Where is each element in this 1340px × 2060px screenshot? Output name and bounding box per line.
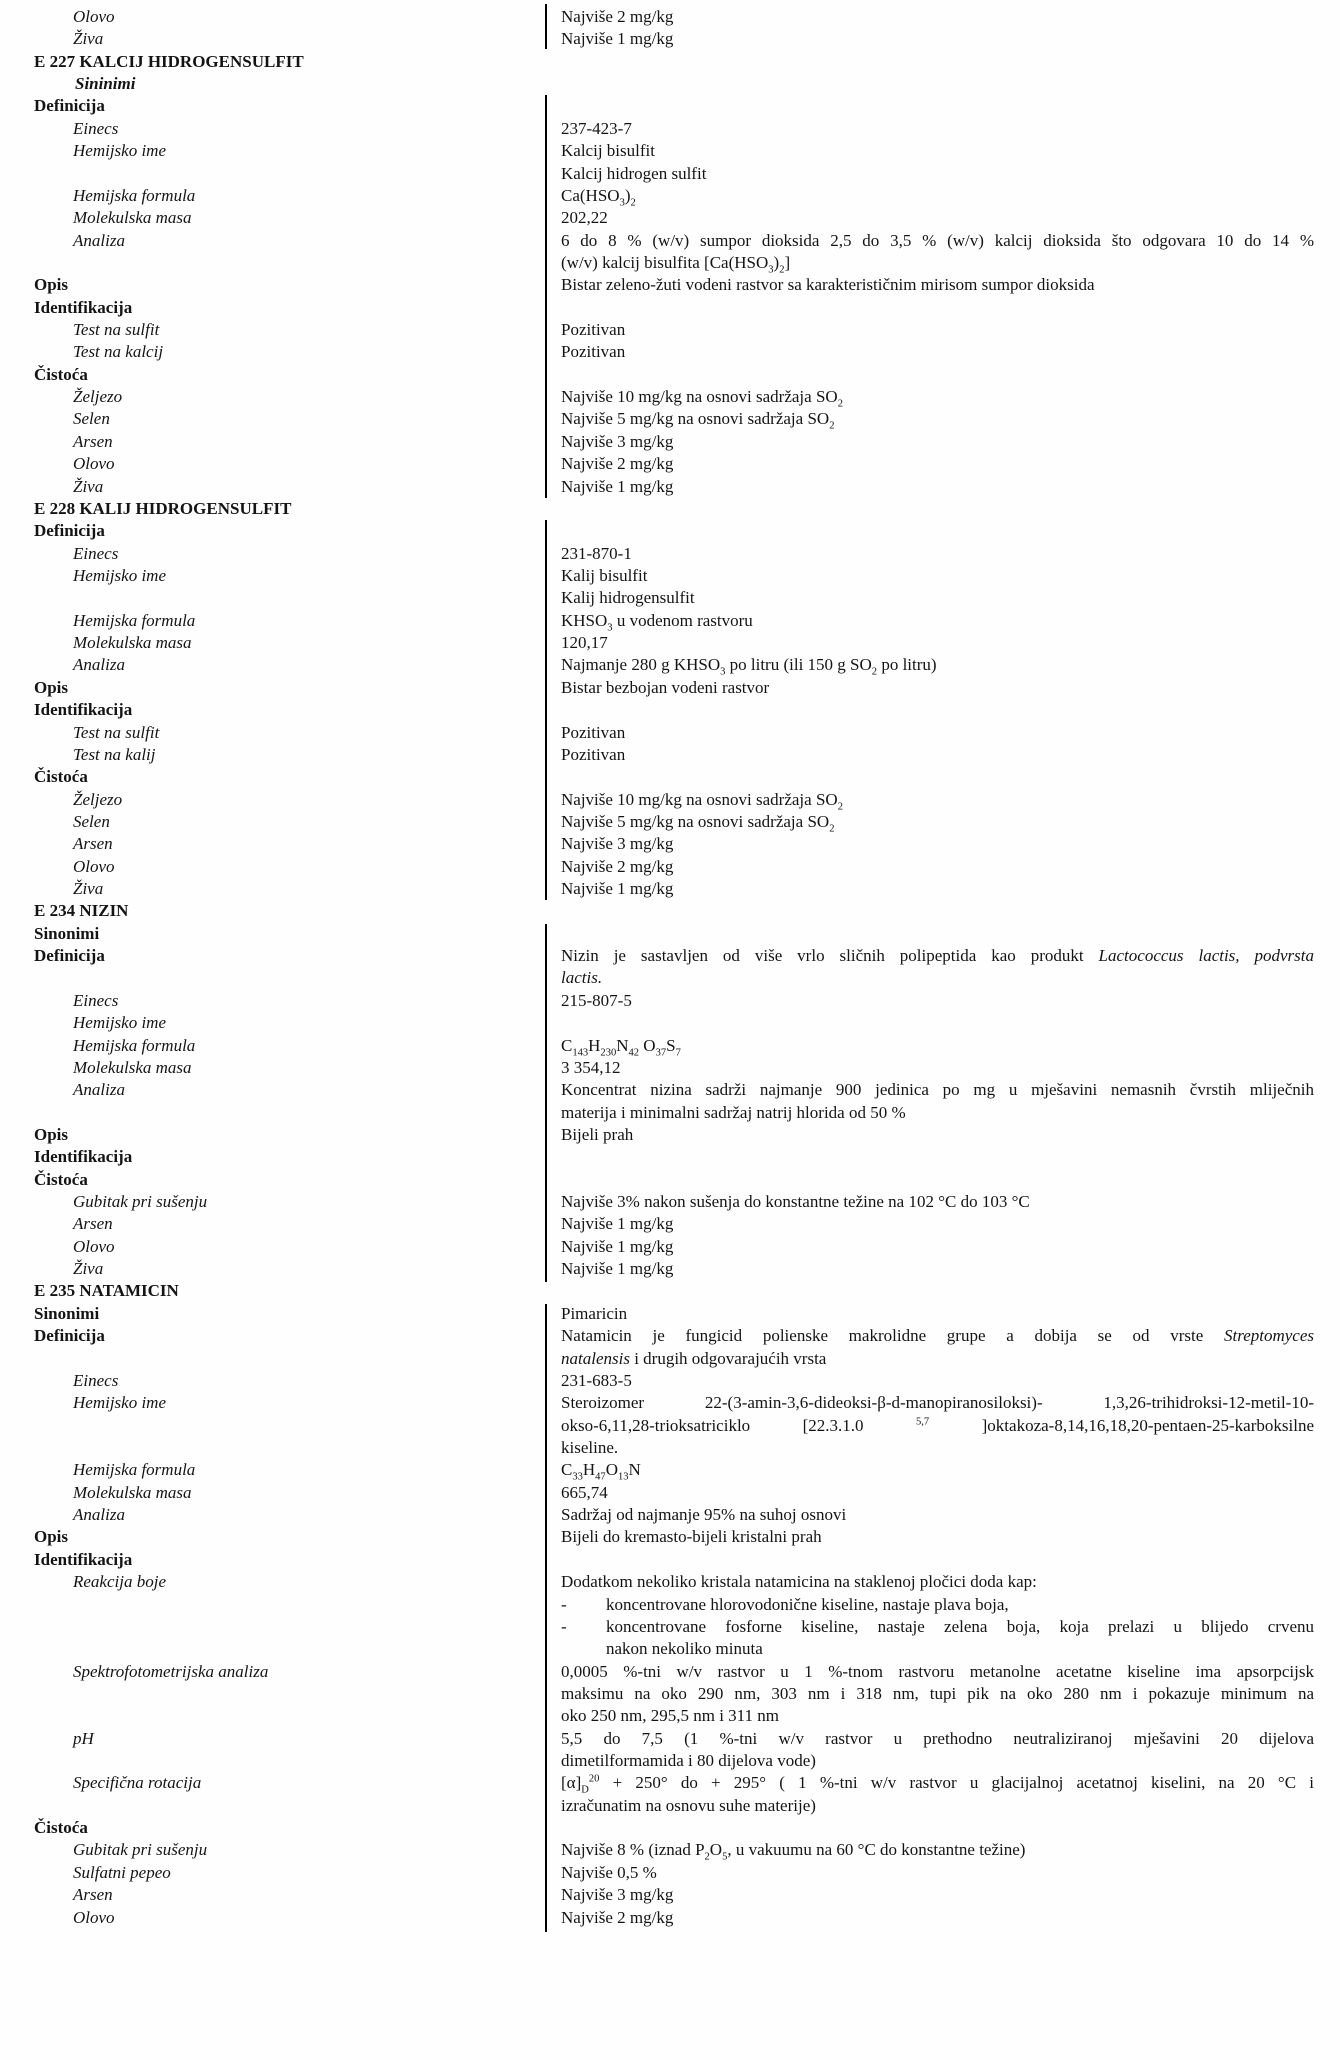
spec-row <box>0 1169 1340 1191</box>
spec-row <box>0 900 1340 922</box>
row-label: Molekulska masa <box>73 1057 192 1077</box>
row-value <box>547 1616 1340 1638</box>
row-label: E 228 KALIJ HIDROGENSULFIT <box>34 498 292 518</box>
row-label: Živa <box>73 476 104 496</box>
row-label: Identifikacija <box>34 1147 133 1167</box>
spec-row <box>0 230 1340 252</box>
row-label: pH <box>73 1728 94 1748</box>
spec-row <box>0 945 1340 967</box>
row-label: Olovo <box>73 7 115 26</box>
row-label: Sulfatni pepeo <box>73 1862 171 1882</box>
row-label: Reakcija boje <box>73 1572 166 1592</box>
row-label: E 227 KALCIJ HIDROGENSULFIT <box>34 51 304 71</box>
row-label: Čistoća <box>34 767 88 787</box>
bullet-text: koncentrovane fosforne kiseline, nastaje zelena boja, koja prelazi u blijedo crvenu <box>606 1616 1314 1636</box>
row-label: Olovo <box>73 454 115 474</box>
row-label <box>0 1102 547 1124</box>
row-value: 6 do 8 % (w/v) sumpor dioksida 2,5 do 3,5 % (w/v) kalcij dioksida što odgovara 10 do 14 % <box>561 230 1314 250</box>
spec-row <box>0 520 1340 542</box>
spec-row <box>0 1191 1340 1213</box>
row-label: Željezo <box>73 387 123 407</box>
row-value: Kalij hidrogensulfit <box>561 588 695 608</box>
spec-row <box>0 1124 1340 1146</box>
row-value: 0,0005 %-tni w/v rastvor u 1 %-tnom rastvoru metanolne acetatne kiseline ima apsorpcijsk <box>561 1661 1314 1681</box>
row-label: Opis <box>34 275 69 295</box>
row-value: Dodatkom nekoliko kristala natamicina na staklenoj pločici doda kap: <box>561 1572 1037 1592</box>
row-label <box>0 1348 547 1370</box>
spec-row <box>0 1236 1340 1258</box>
row-value: Najviše 1 mg/kg <box>561 1259 674 1279</box>
row-label: Gubitak pri sušenju <box>73 1840 208 1860</box>
row-value: natalensis i drugih odgovarajućih vrsta <box>561 1348 827 1368</box>
spec-row <box>0 274 1340 296</box>
row-label: Definicija <box>34 521 105 541</box>
row-label: Opis <box>34 1124 69 1144</box>
row-label: Gubitak pri sušenju <box>73 1192 208 1212</box>
row-value: $[\alpha]_D^{20} + 250^\circ$ do + 295° ( 1 %-tni w/v rastvor u glacijalnoj acetatnoj kiselini, na 20 °C i <box>561 1773 1314 1795</box>
row-label: Analiza <box>73 1505 125 1525</box>
row-value: 215-807-5 <box>561 990 632 1010</box>
row-value <box>547 1817 1340 1839</box>
spec-row <box>0 1146 1340 1168</box>
spec-row <box>0 163 1340 185</box>
spec-row <box>0 1325 1340 1347</box>
row-label: Hemijska formula <box>73 1460 196 1480</box>
row-value: 665,74 <box>561 1482 608 1502</box>
spec-row <box>0 73 1340 95</box>
row-value <box>547 900 1340 922</box>
spec-row <box>0 453 1340 475</box>
row-value: Najviše 3 mg/kg <box>561 431 674 451</box>
row-label: Živa <box>73 879 104 899</box>
spec-row <box>0 1280 1340 1302</box>
row-value <box>547 699 1340 721</box>
row-label: Hemijska formula <box>73 185 196 205</box>
row-label: Selen <box>73 409 110 429</box>
spec-row <box>0 1907 1340 1929</box>
row-label: Čistoća <box>34 364 88 384</box>
row-label: Einecs <box>73 990 119 1010</box>
spec-row <box>0 1571 1340 1593</box>
spec-row <box>0 408 1340 430</box>
spec-row <box>0 1549 1340 1571</box>
row-label <box>0 967 547 989</box>
spec-row <box>0 878 1340 900</box>
row-label: Olovo <box>73 1236 115 1256</box>
spec-row <box>0 1213 1340 1235</box>
row-label <box>0 1705 547 1727</box>
row-value: Najviše 1 mg/kg <box>561 29 674 49</box>
row-value: $KHSO_3$ u vodenom rastvoru <box>561 610 753 633</box>
row-value: oko 250 nm, 295,5 nm i 311 nm <box>561 1706 780 1726</box>
row-value: Najviše 2 mg/kg <box>561 856 674 876</box>
spec-row <box>0 1839 1340 1861</box>
row-value: 120,17 <box>561 633 608 653</box>
row-label: E 234 NIZIN <box>34 901 129 921</box>
row-value: 5,5 do 7,5 (1 %-tni w/v rastvor u prethodno neutraliziranoj mješavini 20 dijelova <box>561 1728 1314 1748</box>
row-value: Najviše 2 mg/kg <box>561 7 674 26</box>
row-value: Najviše 5 mg/kg na osnovi sadržaja $SO_2$ <box>561 409 835 431</box>
spec-row <box>0 386 1340 408</box>
row-label: Sininimi <box>75 74 136 94</box>
row-value: dimetilformamida i 80 dijelova vode) <box>561 1751 816 1771</box>
spec-row <box>0 1348 1340 1370</box>
row-label: Einecs <box>73 118 119 138</box>
row-label <box>0 1750 547 1772</box>
spec-row <box>0 1862 1340 1884</box>
spec-row <box>0 1012 1340 1034</box>
row-value: Bijeli prah <box>561 1124 634 1144</box>
row-value: Najviše 3 mg/kg <box>561 1885 674 1905</box>
row-value <box>547 297 1340 319</box>
row-label <box>0 587 547 609</box>
row-label <box>0 1594 547 1616</box>
row-label: Spektrofotometrijska analiza <box>73 1661 269 1681</box>
spec-row <box>0 1683 1340 1705</box>
spec-row <box>0 1057 1340 1079</box>
spec-row <box>0 1884 1340 1906</box>
row-label: Einecs <box>73 1370 119 1390</box>
row-value: Pozitivan <box>561 342 626 362</box>
spec-row <box>0 1795 1340 1817</box>
row-value <box>547 1169 1340 1191</box>
spec-row <box>0 677 1340 699</box>
row-label: Hemijsko ime <box>73 141 167 161</box>
row-value <box>547 1280 1340 1302</box>
row-value: Pozitivan <box>561 320 626 340</box>
row-value: Najviše 1 mg/kg <box>561 476 674 496</box>
row-value: Kalij bisulfit <box>561 565 648 585</box>
spec-row <box>0 319 1340 341</box>
spec-row <box>0 811 1340 833</box>
row-label <box>0 1616 547 1638</box>
row-label <box>0 1638 547 1660</box>
spec-row <box>0 1504 1340 1526</box>
spec-row <box>0 1594 1340 1616</box>
row-value: Najviše 1 mg/kg <box>561 879 674 899</box>
row-label: Definicija <box>34 96 105 116</box>
row-value: Najviše 2 mg/kg <box>561 1907 674 1927</box>
spec-row <box>0 1482 1340 1504</box>
row-value <box>547 1012 1340 1034</box>
spec-row <box>0 856 1340 878</box>
row-value: 237-423-7 <box>561 118 632 138</box>
spec-row <box>0 95 1340 117</box>
spec-row <box>0 990 1340 1012</box>
row-value: Najviše 1 mg/kg <box>561 1214 674 1234</box>
spec-row <box>0 967 1340 989</box>
row-label: Čistoća <box>34 1818 88 1838</box>
row-label: Arsen <box>73 431 113 451</box>
row-value <box>547 1594 1340 1616</box>
row-label: Specifična rotacija <box>73 1773 202 1793</box>
spec-row <box>0 1661 1340 1683</box>
spec-row <box>0 543 1340 565</box>
row-label: Hemijska formula <box>73 1035 196 1055</box>
row-label: Analiza <box>73 230 125 250</box>
row-label: Olovo <box>73 1907 115 1927</box>
bullet-dash: - <box>561 1616 567 1636</box>
row-label: Hemijsko ime <box>73 1013 167 1033</box>
row-value: $C_{143}H_{230}N_{42}$ $O_{37}S_7$ <box>561 1035 681 1057</box>
row-label: Čistoća <box>34 1169 88 1189</box>
spec-row <box>0 1705 1340 1727</box>
row-value: Najviše 10 mg/kg na osnovi sadržaja $SO_2$ <box>561 387 843 409</box>
row-label: Arsen <box>73 1214 113 1234</box>
row-value <box>547 51 1340 73</box>
row-value: $Ca(HSO_3)_2$ <box>561 185 636 208</box>
row-label: Identifikacija <box>34 700 133 720</box>
row-value: Najviše 10 mg/kg na osnovi sadržaja $SO_2$ <box>561 789 843 811</box>
spec-row <box>0 1370 1340 1392</box>
spec-row <box>0 1459 1340 1481</box>
row-label: Molekulska masa <box>73 633 192 653</box>
row-label: Molekulska masa <box>73 1482 192 1502</box>
row-value: Pozitivan <box>561 744 626 764</box>
spec-row <box>0 252 1340 274</box>
spec-row <box>0 1437 1340 1459</box>
row-value: Kalcij bisulfit <box>561 141 655 161</box>
row-value <box>547 520 1340 542</box>
row-value: kiseline. <box>561 1438 619 1457</box>
row-label: Sinonimi <box>34 923 100 943</box>
bullet-dash: - <box>561 1594 567 1614</box>
row-value: Bistar bezbojan vodeni rastvor <box>561 677 770 697</box>
row-value: okso-6,11,28-trioksatriciklo [22.3.1.0 $^{5,7}$ ]oktakoza-8,14,16,18,20-pentaen-25-karboksilne <box>561 1415 1314 1435</box>
row-value: Bistar zeleno-žuti vodeni rastvor sa karakterističnim mirisom sumpor dioksida <box>561 275 1095 295</box>
row-value: 231-870-1 <box>561 543 632 563</box>
spec-row <box>0 699 1340 721</box>
row-label: Identifikacija <box>34 297 133 317</box>
spec-rows <box>0 6 1340 1929</box>
spec-row <box>0 1102 1340 1124</box>
spec-row <box>0 1258 1340 1280</box>
row-value: izračunatim na osnovu suhe materije) <box>561 1795 816 1815</box>
spec-row <box>0 610 1340 632</box>
bullet-text: koncentrovane hlorovodonične kiseline, nastaje plava boja, <box>606 1594 1009 1614</box>
spec-row <box>0 6 1340 28</box>
row-label: Opis <box>34 677 69 697</box>
spec-row <box>0 498 1340 520</box>
row-label: Identifikacija <box>34 1549 133 1569</box>
spec-row <box>0 587 1340 609</box>
row-value: lactis. <box>561 968 603 988</box>
spec-row <box>0 1415 1340 1437</box>
row-label <box>0 163 547 185</box>
row-label: Einecs <box>73 543 119 563</box>
row-value: Najviše 3 mg/kg <box>561 834 674 854</box>
row-label: Test na kalcij <box>73 342 164 362</box>
spec-row <box>0 923 1340 945</box>
row-value: nakon nekoliko minuta <box>606 1639 763 1659</box>
row-label: Živa <box>73 29 104 49</box>
row-value <box>547 364 1340 386</box>
row-label: Analiza <box>73 1080 125 1100</box>
row-value <box>547 73 1340 95</box>
spec-row <box>0 1616 1340 1638</box>
row-label: Sinonimi <box>34 1303 100 1323</box>
row-label: Željezo <box>73 789 123 809</box>
row-label: Arsen <box>73 834 113 854</box>
spec-row <box>0 118 1340 140</box>
row-value: Najviše 2 mg/kg <box>561 454 674 474</box>
row-value: Bijeli do kremasto-bijeli kristalni prah <box>561 1527 822 1547</box>
row-value: 202,22 <box>561 208 608 228</box>
row-label: Test na sulfit <box>73 722 160 742</box>
row-value: Najviše 3% nakon sušenja do konstantne težine na 102 °C do 103 °C <box>561 1192 1030 1212</box>
row-label: Test na sulfit <box>73 320 160 340</box>
spec-row <box>0 341 1340 363</box>
row-value: Nizin je sastavljen od više vrlo sličnih polipeptida kao produkt Lactococcus lactis, podvrsta <box>561 946 1314 966</box>
row-value <box>547 923 1340 945</box>
row-label: Definicija <box>34 1326 105 1346</box>
row-label: E 235 NATAMICIN <box>34 1281 179 1301</box>
spec-row <box>0 140 1340 162</box>
spec-row <box>0 364 1340 386</box>
row-value: 3 354,12 <box>561 1057 621 1077</box>
spec-row <box>0 632 1340 654</box>
spec-row <box>0 28 1340 50</box>
spec-row <box>0 1079 1340 1101</box>
row-value: $C_{33}H_{47}O_{13}N$ <box>561 1460 641 1482</box>
row-value: Steroizomer 22-(3-amin-3,6-dideoksi-β-d-manopiranosiloksi)- 1,3,26-trihidroksi-12-metil-10- <box>561 1393 1314 1413</box>
row-value: Najviše 8 % (iznad $P_2O_5$, u vakuumu na 60 °C do konstantne težine) <box>561 1840 1026 1862</box>
row-label: Živa <box>73 1259 104 1279</box>
row-label <box>0 1683 547 1705</box>
row-label: Definicija <box>34 946 105 966</box>
row-value <box>547 766 1340 788</box>
row-value <box>547 1549 1340 1571</box>
row-value: Pozitivan <box>561 722 626 742</box>
spec-row <box>0 1728 1340 1750</box>
spec-row <box>0 185 1340 207</box>
spec-row <box>0 766 1340 788</box>
spec-row <box>0 1817 1340 1839</box>
row-label: Hemijska formula <box>73 610 196 630</box>
row-value: maksimu na oko 290 nm, 303 nm i 318 nm, tupi pik na oko 280 nm i pokazuje minimum na <box>561 1683 1314 1703</box>
row-value <box>547 498 1340 520</box>
row-label: Opis <box>34 1527 69 1547</box>
row-value: Sadržaj od najmanje 95% na suhoj osnovi <box>561 1505 847 1525</box>
row-value: Pimaricin <box>561 1303 628 1323</box>
row-value: materija i minimalni sadržaj natrij hlorida od 50 % <box>561 1102 906 1122</box>
row-label: Hemijsko ime <box>73 1393 167 1413</box>
spec-row <box>0 1772 1340 1794</box>
spec-row <box>0 1035 1340 1057</box>
row-label: Selen <box>73 811 110 831</box>
spec-row <box>0 833 1340 855</box>
spec-row <box>0 51 1340 73</box>
spec-row <box>0 431 1340 453</box>
spec-row <box>0 1392 1340 1414</box>
row-value: Najmanje 280 g $KHSO_3$ po litru (ili 150 g $SO_2$ po litru) <box>561 655 937 677</box>
row-value: 231-683-5 <box>561 1370 632 1390</box>
spec-row <box>0 722 1340 744</box>
spec-row <box>0 789 1340 811</box>
row-value: Najviše 5 mg/kg na osnovi sadržaja $SO_2$ <box>561 811 835 834</box>
row-label: Analiza <box>73 655 125 675</box>
row-label <box>0 1415 547 1437</box>
row-value: (w/v) kalcij bisulfita $[Ca(HSO_3)_2]$ <box>561 252 791 275</box>
row-value: Koncentrat nizina sadrži najmanje 900 jedinica po mg u mješavini nemasnih čvrstih mliječnih <box>561 1080 1314 1100</box>
row-label: Olovo <box>73 856 115 876</box>
spec-row <box>0 1303 1340 1325</box>
spec-row <box>0 297 1340 319</box>
row-label: Molekulska masa <box>73 208 192 228</box>
spec-row <box>0 1638 1340 1660</box>
row-value: Najviše 1 mg/kg <box>561 1236 674 1256</box>
row-value <box>547 1146 1340 1168</box>
row-value: Natamicin je fungicid polienske makrolidne grupe a dobija se od vrste Streptomyces <box>561 1326 1314 1346</box>
spec-row <box>0 207 1340 229</box>
row-value: Kalcij hidrogen sulfit <box>561 163 707 183</box>
row-label <box>0 1795 547 1817</box>
row-label <box>0 1437 547 1459</box>
row-label: Arsen <box>73 1885 113 1905</box>
spec-row <box>0 565 1340 587</box>
row-label: Hemijsko ime <box>73 565 167 585</box>
row-label: Test na kalij <box>73 744 156 764</box>
spec-row <box>0 1750 1340 1772</box>
row-value <box>547 95 1340 117</box>
spec-row <box>0 476 1340 498</box>
spec-row <box>0 744 1340 766</box>
spec-row <box>0 1526 1340 1548</box>
spec-row <box>0 654 1340 676</box>
row-value: Najviše 0,5 % <box>561 1862 657 1882</box>
row-label <box>0 252 547 274</box>
